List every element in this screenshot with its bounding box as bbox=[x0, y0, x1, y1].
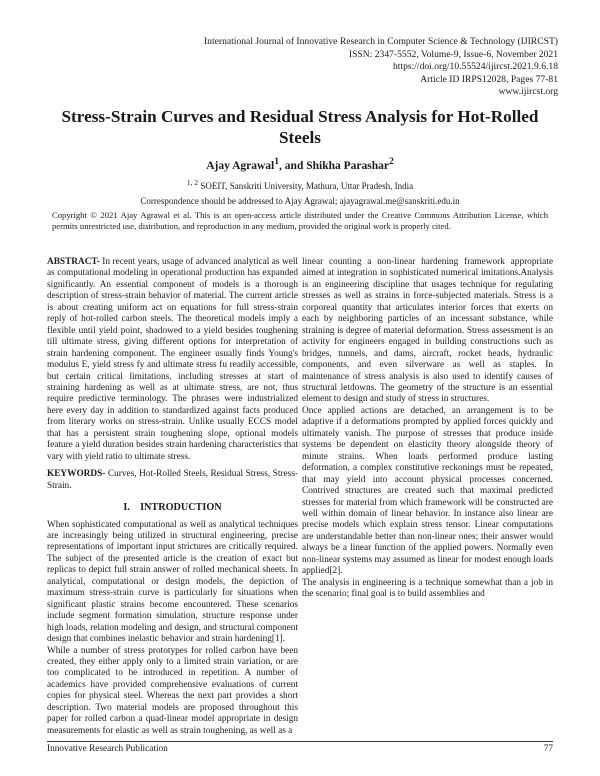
intro-paragraph-2-continued: linear counting a non-linear hardening framework appropriate aimed at integration in sophisticated numerical imitations.Analysis is an engineering discipline that usages technique for regulating stresses as well as strains in force-subjected materials. Stress is a corporeal quantity that articulates interior forces that exerts on each by neighboring particles of an incessant substance, while straining is degree of material deformation. Stress assessment is an activity for engineers engaged in building constructions such as bridges, tunnels, and dams, aircraft, rocket heads, hydraulic components, and even silverware as well as staples. In maintenance of stress analysis is also used to identify causes of structural letdowns. The geometry of the structure is an essential element to design and study of stress in structures. bbox=[302, 257, 553, 405]
affiliation bbox=[0, 178, 600, 191]
author-1-sup: 1 bbox=[274, 156, 280, 167]
footer-publisher: Innovative Research Publication bbox=[47, 744, 168, 754]
page-footer bbox=[47, 744, 553, 754]
author-1: Ajay Agrawal bbox=[206, 159, 275, 172]
intro-paragraph-1: When sophisticated computational as well as analytical techniques are increasingly being utilized in structural engineering, precise representations of important input strictures are critically required. The subject of the presented article is the creation of exact but replicas to depict full strain answer of rolled mechanical sheets. In analytical, computational or design models, the depiction of maximum stress-strain curve is particularly for situations when significant plastic strains become encountered. These scenarios include segment formation simulation, structure response under high loads, relation modeling and design, and structural component design that combines inelastic behavior and strain hardening[1]. bbox=[47, 519, 298, 645]
article-id: Article ID IRPS12028, Pages 77-81 bbox=[420, 73, 558, 85]
page-number: 77 bbox=[543, 744, 553, 754]
doi-link[interactable]: https://doi.org/10.55524/ijircst.2021.9.6.18 bbox=[392, 61, 558, 73]
authors-joiner: , and bbox=[279, 159, 307, 172]
issn-line: ISSN: 2347-5552, Volume-9, Issue-6, November 2021 bbox=[348, 48, 558, 60]
left-column bbox=[47, 257, 298, 737]
section-heading-introduction: I. INTRODUCTION bbox=[123, 502, 222, 514]
author-2: Shikha Parashar bbox=[306, 159, 389, 172]
keywords bbox=[47, 469, 298, 492]
abstract-text: In recent years, usage of advanced analytical as well as computational modeling in operational production has expanded significantly. An essential component of models is a thorough description of stress-strain behavior of material. The current article is about creating uniform act on equations for full stress-strain reply of hot-rolled carbon steels. The theoretical models imply a flexible until yield point, shadowed to a yield besides toughening till ultimate stress, giving different options for interpretation of strain hardening component. The engineer usually finds Young's modulus E, yield stress fy and ultimate stress fu readily accessible, but certain critical limitations, including stresses at start of straining hardening as well as at ultimate stress, are not, thus require predictive terminology. The phrases were industrialized here every day in addition to standardized against facts produced from literary works on stress-strain. Unlike usually ECCS model that has a persistent strain toughening slope, optional models feature a yield duration besides strain hardening characteristics that vary with yield ratio to ultimate stress. bbox=[47, 257, 298, 462]
affiliation-text: SOEIT, Sanskriti University, Mathura, Uttar Pradesh, India bbox=[198, 181, 414, 191]
journal-website[interactable]: www.ijircst.org bbox=[498, 86, 558, 98]
abstract bbox=[47, 257, 298, 463]
paper-title: Stress-Strain Curves and Residual Stress Analysis for Hot-Rolled Steels bbox=[61, 107, 539, 147]
intro-paragraph-3: Once applied actions are detached, an arrangement is to be adaptive if a deformations prompted by applied forces quickly and ultimately vanish. The purpose of stresses that produce inside systems be dependent on elasticity theory alongside theory of minute strains. When loads performed produce lasting deformation, a complex constitutive reckonings must be repeated, that may yield into account physical processes concerned. Contrived structures are created such that maximal predicted stresses for material from which framework will be constructed are well within domain of linear behavior. In instance also linear are precise models which explain stress tensor. Linear computations are understandable better than non-linear ones; their answer would always be a linear function of the applied powers. Normally even non-linear systems may assumed as linear for modest enough loads applied[2]. bbox=[302, 405, 553, 577]
abstract-label: ABSTRACT- bbox=[47, 257, 100, 267]
author-2-sup: 2 bbox=[388, 156, 394, 167]
affiliation-sup: 1, 2 bbox=[186, 178, 199, 187]
right-column bbox=[302, 257, 553, 601]
keywords-label: KEYWORDS- bbox=[47, 469, 106, 480]
correspondence: Correspondence should be addressed to Ajay Agrawal; ajayagrawal.me@sanskriti.edu.in bbox=[140, 196, 460, 206]
keywords-text: Curves, Hot-Rolled Steels, Residual Stress, Stress-Strain. bbox=[47, 469, 298, 491]
intro-paragraph-4: The analysis in engineering is a technique somewhat than a job in the scenario; final goal is to build assemblies and bbox=[302, 577, 553, 600]
journal-header bbox=[204, 36, 558, 99]
authors-line bbox=[0, 156, 600, 172]
footer-divider bbox=[47, 741, 553, 742]
intro-paragraph-2-start bbox=[47, 646, 298, 738]
copyright-notice: Copyright © 2021 Ajay Agrawal et al. This is an open-access article distributed under the Creative Commons Attribution License, which permits unrestricted use, distribution, and reproduction in any medium, provided the original work is properly cited. bbox=[52, 210, 548, 231]
intro-paragraph-2: While a number of stress prototypes for rolled carbon have been created, they either apply only to a limited strain variation, or are too complicated to be introduced in repetition. A number of academics have provided comprehensive evaluations of current copies for physical steel. Whereas the next part provides a short description. Two material models are proposed throughout this paper for rolled carbon a quad-linear model appropriate in design measurements for elastic as well as strain toughening, as well as a bbox=[47, 645, 298, 736]
journal-name: International Journal of Innovative Research in Computer Science & Technology (IJIRCST) bbox=[203, 36, 558, 47]
